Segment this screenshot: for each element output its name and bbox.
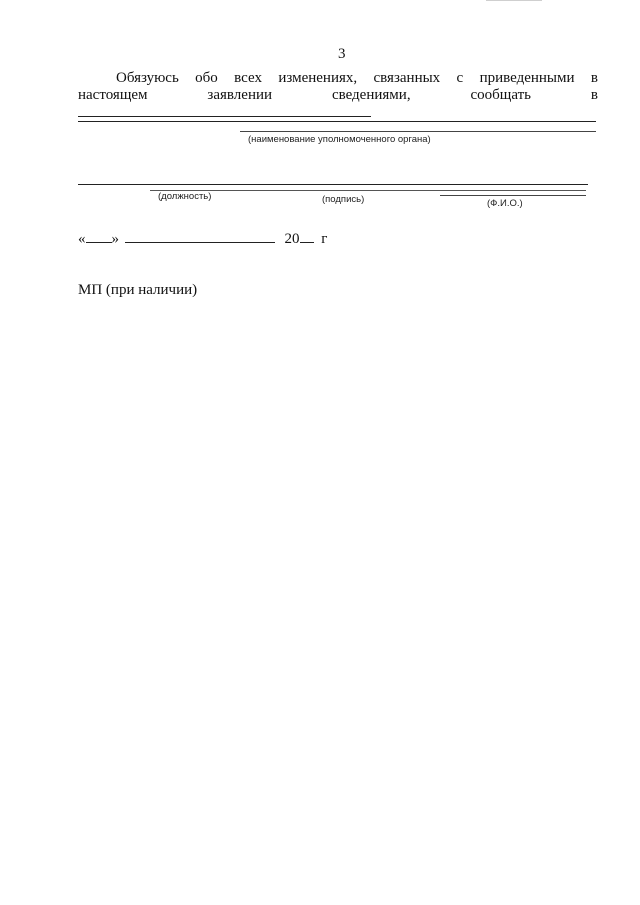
page-number: 3 <box>338 46 346 62</box>
authority-inline-blank <box>78 104 371 117</box>
year-blank <box>300 230 314 243</box>
stamp-note: МП (при наличии) <box>78 282 198 298</box>
date-open-quote: « <box>78 231 86 247</box>
scan-edge-mark <box>486 0 542 1</box>
fio-underline <box>440 195 586 196</box>
authority-underline <box>240 131 596 132</box>
authority-caption: (наименование уполномоченного органа) <box>248 134 431 145</box>
signature-row-line <box>78 184 588 185</box>
day-blank <box>86 230 112 243</box>
date-line <box>78 230 327 248</box>
obligation-text: Обязуюсь обо всех изменениях, связанных с приведенными в настоящем заявлении сведениями, сообщать в <box>78 70 598 103</box>
signature-row-underline <box>150 190 586 191</box>
year-prefix: 20 <box>284 231 300 247</box>
fio-caption: (Ф.И.О.) <box>487 198 523 209</box>
month-blank <box>125 230 275 243</box>
authority-blank-line <box>78 121 596 122</box>
signature-caption: (подпись) <box>322 194 365 205</box>
date-close-quote: » <box>111 231 119 247</box>
obligation-paragraph <box>78 70 598 122</box>
position-caption: (должность) <box>158 191 212 202</box>
year-suffix: г <box>321 231 328 247</box>
